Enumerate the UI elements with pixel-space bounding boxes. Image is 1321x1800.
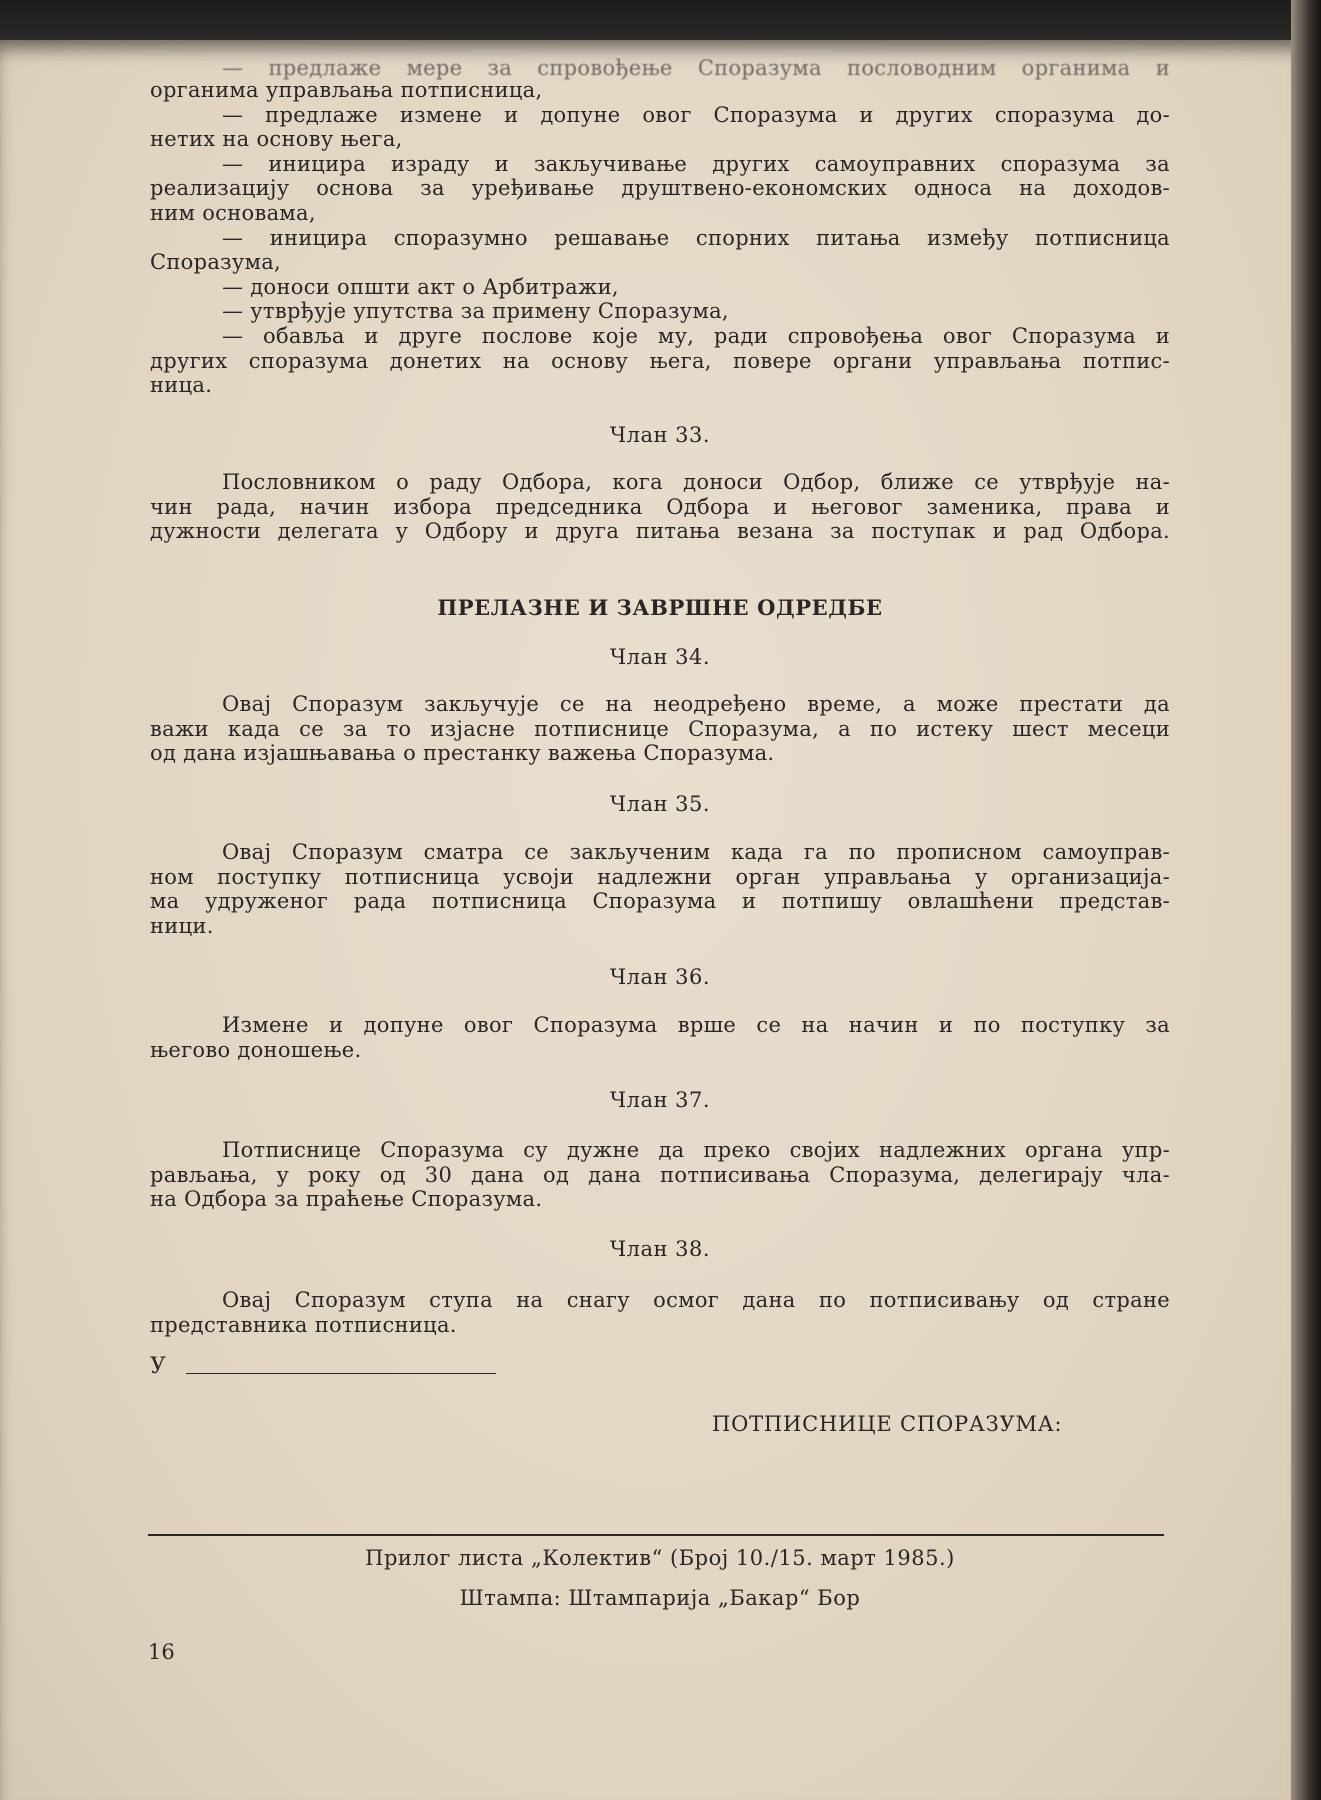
footer-printer-note: Штампа: Штампарија „Бакар“ Бор	[459, 1586, 861, 1610]
text-line: Споразума,	[150, 250, 282, 275]
scan-edge-shadow	[1291, 0, 1321, 1800]
text-line: ница.	[150, 373, 213, 398]
text-line: Овај Споразум сматра се закљученим када га по прописном самоуправ-	[222, 840, 1170, 864]
text-line: — иницира израду и закључивање других самоуправних споразума за	[222, 151, 1170, 176]
text-line: — утврђује упутства за примену Споразума,	[222, 299, 729, 324]
article-36-body	[150, 1013, 1170, 1062]
article-35-body	[150, 840, 1170, 938]
footer-rule	[148, 1534, 1164, 1536]
text-line: — предлаже измене и допуне овог Споразума и других споразума до-	[222, 102, 1170, 127]
text-line: нетих на основу њега,	[150, 127, 403, 152]
text-line: ма удруженог рада потписница Споразума и потпишу овлашћени представ-	[150, 889, 1170, 914]
text-line: Овај Споразум закључује се на неодређено време, а може престати да	[222, 692, 1170, 716]
text-line: његово доношење.	[150, 1037, 362, 1062]
article-33-title: Члан 33.	[609, 423, 711, 447]
text-line: дужности делегата у Одбору и друга питања везана за поступак и рад Одбора.	[150, 519, 1170, 544]
article-38-title: Члан 38.	[609, 1237, 711, 1261]
footer-publication-note: Прилог листа „Колектив“ (Број 10./15. март 1985.)	[365, 1546, 955, 1570]
text-line: — обавља и друге послове које му, ради спровођења овог Споразума и	[222, 323, 1170, 348]
article-38-body	[150, 1288, 1170, 1337]
text-line: чин рада, начин избора председника Одбора и његовог заменика, права и	[150, 494, 1170, 519]
article-33-body	[150, 470, 1170, 544]
text-line: — доноси општи акт о Арбитражи,	[222, 274, 619, 299]
article-35-title: Члан 35.	[609, 792, 711, 816]
text-line: представника потписница.	[150, 1312, 457, 1337]
section-heading: ПРЕЛАЗНЕ И ЗАВРШНЕ ОДРЕДБЕ	[437, 595, 883, 620]
text-line: Потписнице Споразума су дужне да преко својих надлежних органа упр-	[222, 1138, 1170, 1162]
text-line: важи када се за то изјасне потписнице Споразума, а по истеку шест месеци	[150, 716, 1170, 741]
article-34-title: Члан 34.	[609, 645, 711, 669]
text-line: Измене и допуне овог Споразума врше се на начин и по поступку за	[222, 1013, 1170, 1037]
article-37-body	[150, 1138, 1170, 1212]
text-line: — иницира споразумно решавање спорних питања између потписница	[222, 225, 1170, 250]
text-line: Овај Споразум ступа на снагу осмог дана по потписивању од стране	[222, 1288, 1170, 1312]
text-line: — предлаже мере за спровођење Споразума пословодним органима и	[222, 56, 1170, 80]
text-line: од дана изјашњавања о престанку важења Споразума.	[150, 741, 775, 766]
text-line: рављања, у року од 30 дана од дана потписивања Споразума, делегирају чла-	[150, 1162, 1170, 1187]
text-line: органима управљања потписница,	[150, 78, 543, 102]
article-34-body	[150, 692, 1170, 766]
place-label: У	[150, 1354, 166, 1379]
text-line: Пословником о раду Одбора, кога доноси Одбор, ближе се утврђује на-	[222, 470, 1170, 494]
text-line: ним основама,	[150, 200, 316, 225]
article-37-title: Члан 37.	[609, 1088, 711, 1112]
text-line: других споразума донетих на основу њега, повере органи управљања потпис-	[150, 348, 1170, 373]
page-number: 16	[148, 1640, 175, 1664]
text-line: на Одбора за праћење Споразума.	[150, 1187, 543, 1212]
article-36-title: Члан 36.	[609, 965, 711, 989]
text-line: ном поступку потписница усвоји надлежни орган управљања у организација-	[150, 864, 1170, 889]
top-partial-line	[150, 56, 1170, 81]
text-line: ници.	[150, 913, 214, 938]
text-line: реализацију основа за уређивање друштвено-економских односа на доходов-	[150, 176, 1170, 201]
intro-block	[150, 78, 1170, 398]
place-blank-line	[186, 1373, 496, 1374]
signatories-label: ПОТПИСНИЦЕ СПОРАЗУМА:	[712, 1412, 1063, 1436]
